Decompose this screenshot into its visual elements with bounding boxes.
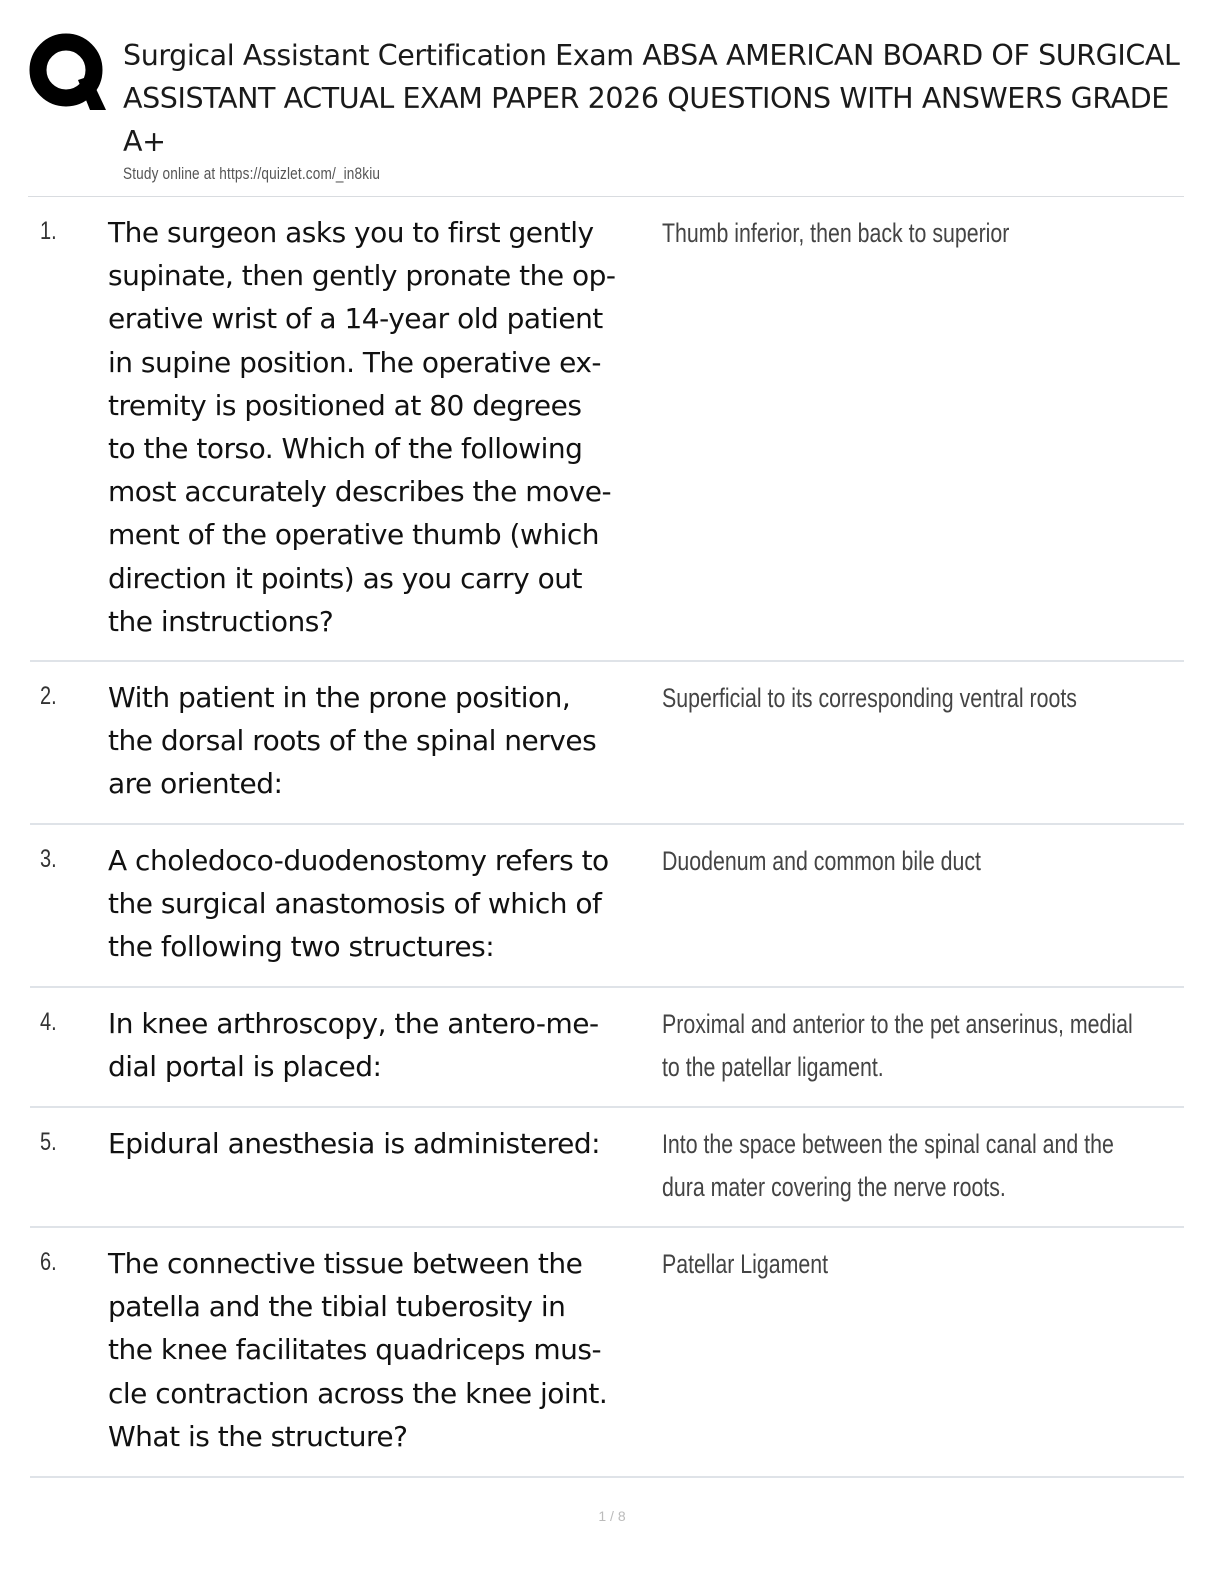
question-line: The connective tissue between the — [108, 1247, 583, 1280]
answer-definition — [662, 677, 1176, 720]
card-number: 4. — [40, 1008, 57, 1036]
answer-line: Proximal and anterior to the pet anserinus, medial — [662, 1009, 1133, 1039]
question-line: The surgeon asks you to first gently — [108, 216, 594, 249]
card-number: 1. — [40, 217, 57, 245]
card-number: 6. — [40, 1248, 57, 1276]
page-indicator: 1 / 8 — [598, 1508, 626, 1524]
title-line: ASSISTANT ACTUAL EXAM PAPER 2026 QUESTIONS WITH ANSWERS GRADE — [123, 82, 1169, 115]
question-line: cle contraction across the knee joint. — [108, 1376, 608, 1410]
answer-definition — [662, 1123, 1176, 1209]
answer-definition — [662, 212, 1176, 255]
answer-line: Patellar Ligament — [662, 1249, 828, 1279]
title-line: A+ — [123, 125, 166, 158]
question-term — [108, 676, 658, 806]
card-number: 5. — [40, 1128, 57, 1156]
question-line: A choledoco-duodenostomy refers to — [108, 844, 609, 877]
flashcard-row — [30, 988, 1184, 1108]
question-term — [108, 1002, 658, 1088]
answer-line: Duodenum and common bile duct — [662, 846, 981, 876]
study-online-link[interactable]: Study online at https://quizlet.com/_in8kiu — [123, 164, 381, 183]
answer-line: to the patellar ligament. — [662, 1052, 884, 1082]
question-term — [108, 839, 658, 969]
question-line: Epidural anesthesia is administered: — [108, 1127, 601, 1160]
question-line: to the torso. Which of the following — [108, 432, 583, 466]
answer-line: Superficial to its corresponding ventral roots — [662, 683, 1077, 713]
question-line: What is the structure? — [108, 1419, 408, 1453]
question-line: the surgical anastomosis of which of — [108, 887, 602, 921]
question-line: tremity is positioned at 80 degrees — [108, 388, 582, 422]
answer-line: Into the space between the spinal canal and the — [662, 1129, 1114, 1159]
flashcard-row — [30, 662, 1184, 825]
answer-line: dura mater covering the nerve roots. — [662, 1172, 1006, 1202]
flashcard-row — [30, 825, 1184, 988]
question-line: most accurately describes the move- — [108, 475, 612, 509]
question-line: the following two structures: — [108, 930, 495, 964]
flashcard-list — [30, 197, 1184, 1478]
question-line: ment of the operative thumb (which — [108, 518, 600, 552]
flashcard-row — [30, 197, 1184, 662]
question-line: With patient in the prone position, — [108, 681, 571, 714]
title-line: Surgical Assistant Certification Exam ABSA AMERICAN BOARD OF SURGICAL — [123, 39, 1180, 72]
card-number: 3. — [40, 845, 57, 873]
question-term — [108, 1122, 658, 1165]
answer-definition — [662, 1243, 1176, 1286]
quizlet-logo-icon — [28, 30, 108, 110]
flashcard-row — [30, 1108, 1184, 1228]
question-line: the knee facilitates quadriceps mus- — [108, 1333, 602, 1367]
answer-definition — [662, 1003, 1176, 1089]
question-line: are oriented: — [108, 767, 283, 801]
card-number: 2. — [40, 682, 57, 710]
flashcard-row — [30, 1228, 1184, 1478]
question-term — [108, 211, 658, 643]
answer-definition — [662, 840, 1176, 883]
question-line: erative wrist of a 14-year old patient — [108, 302, 603, 336]
question-line: patella and the tibial tuberosity in — [108, 1290, 566, 1324]
question-line: supinate, then gently pronate the op- — [108, 259, 616, 293]
question-line: dial portal is placed: — [108, 1050, 382, 1084]
question-line: in supine position. The operative ex- — [108, 345, 602, 379]
question-line: the instructions? — [108, 604, 334, 638]
question-line: direction it points) as you carry out — [108, 561, 582, 595]
answer-line: Thumb inferior, then back to superior — [662, 218, 1010, 248]
page-header — [0, 0, 1224, 198]
document-title — [123, 34, 1224, 163]
question-term — [108, 1242, 658, 1458]
question-line: the dorsal roots of the spinal nerves — [108, 724, 597, 758]
question-line: In knee arthroscopy, the antero-me- — [108, 1007, 599, 1040]
